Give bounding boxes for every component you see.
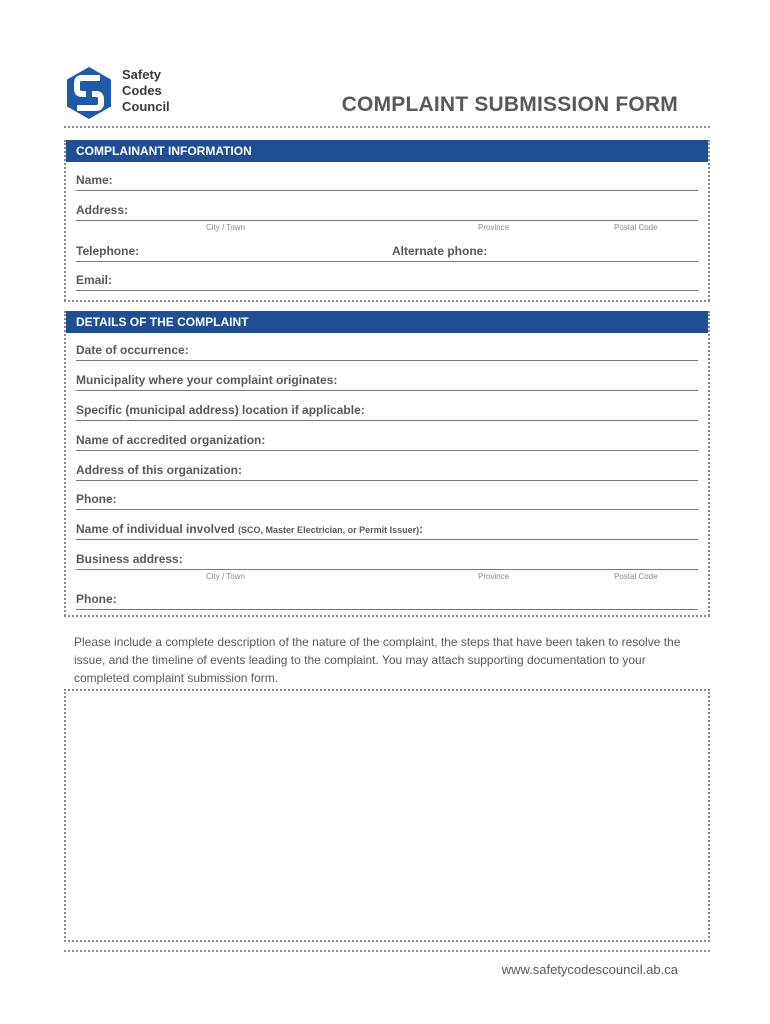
logo-wordmark xyxy=(122,67,170,115)
business-province-hint: Province xyxy=(478,572,510,581)
logo-line-3: Council xyxy=(122,99,170,114)
date-of-occurrence-field[interactable] xyxy=(76,342,698,361)
address-postal-hint: Postal Code xyxy=(614,223,658,232)
alternate-phone-label: Alternate phone: xyxy=(392,244,488,258)
individual-involved-label xyxy=(76,522,423,536)
individual-involved-field[interactable] xyxy=(76,521,698,540)
complaint-instructions: Please include a complete description of the nature of the complaint, the steps that have been taken to resolve the issue, and the timeline of events leading to the complaint. You may attach supporting documentation to your completed complaint submission form. xyxy=(74,635,681,685)
individual-involved-colon: : xyxy=(419,522,424,536)
municipality-field[interactable] xyxy=(76,372,698,391)
divider-middle xyxy=(64,300,710,302)
address-city-hint: City / Town xyxy=(206,223,245,232)
individual-involved-text: Name of individual involved xyxy=(76,522,235,536)
organization-address-field[interactable] xyxy=(76,462,698,481)
business-postal-hint: Postal Code xyxy=(614,572,658,581)
address-field[interactable] xyxy=(76,202,698,221)
telephone-label: Telephone: xyxy=(76,244,140,258)
form-title: COMPLAINT SUBMISSION FORM xyxy=(341,93,678,116)
logo-line-1: Safety xyxy=(122,67,162,82)
name-field[interactable] xyxy=(76,172,698,191)
organization-phone-label: Phone: xyxy=(76,492,117,506)
business-phone-field[interactable] xyxy=(76,591,698,610)
organization-address-label: Address of this organization: xyxy=(76,463,243,477)
divider-top xyxy=(64,126,710,128)
address-label: Address: xyxy=(76,203,129,217)
divider-footer xyxy=(64,950,710,952)
specific-location-field[interactable] xyxy=(76,402,698,421)
individual-involved-subtext: (SCO, Master Electrician, or Permit Issuer) xyxy=(238,525,420,535)
business-city-hint: City / Town xyxy=(206,572,245,581)
business-phone-label: Phone: xyxy=(76,592,117,606)
municipality-label: Municipality where your complaint originates: xyxy=(76,373,338,387)
specific-location-label: Specific (municipal address) location if applicable: xyxy=(76,403,365,417)
complainant-section-heading: COMPLAINANT INFORMATION xyxy=(66,140,708,162)
accredited-organization-label: Name of accredited organization: xyxy=(76,433,266,447)
business-address-field[interactable] xyxy=(76,551,698,570)
email-field[interactable] xyxy=(76,272,698,291)
address-province-hint: Province xyxy=(478,223,510,232)
details-section xyxy=(64,311,710,616)
email-label: Email: xyxy=(76,273,113,287)
business-address-label: Business address: xyxy=(76,552,183,566)
organization-phone-field[interactable] xyxy=(76,491,698,510)
logo-line-2: Codes xyxy=(122,83,162,98)
complainant-section xyxy=(64,140,710,301)
footer-website-link[interactable]: www.safetycodescouncil.ab.ca xyxy=(501,962,678,977)
accredited-organization-field[interactable] xyxy=(76,432,698,451)
name-label: Name: xyxy=(76,173,113,187)
complaint-description-textarea[interactable] xyxy=(64,689,710,942)
divider-bottom xyxy=(64,615,710,617)
details-section-heading: DETAILS OF THE COMPLAINT xyxy=(66,311,708,333)
telephone-field[interactable] xyxy=(76,243,698,262)
safety-codes-council-logo-icon xyxy=(66,66,112,120)
date-of-occurrence-label: Date of occurrence: xyxy=(76,343,189,357)
